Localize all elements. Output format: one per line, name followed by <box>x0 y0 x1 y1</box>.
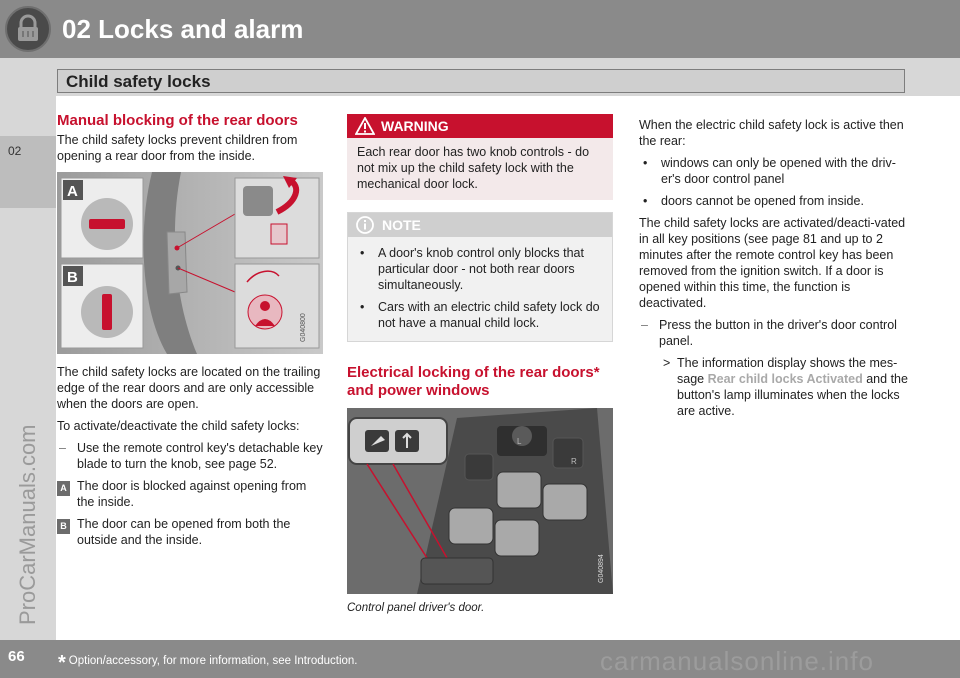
badge-b: B <box>57 519 70 534</box>
warning-triangle-icon <box>355 117 375 135</box>
footnote-text: Option/accessory, for more information, see Introduction. <box>68 655 358 667</box>
effect-item <box>639 193 909 209</box>
item-b <box>57 516 323 548</box>
note-item-text: A door's knob control only blocks that particular door - not both rear doors simultaneously. <box>378 246 584 292</box>
section-title: Child safety locks <box>66 72 211 91</box>
figure-caption: Control panel driver's door. <box>347 602 485 614</box>
active-intro: When the electric child safety lock is active then the rear: <box>639 118 904 148</box>
mirror-label-l: L <box>517 437 522 446</box>
effect-item <box>639 155 909 187</box>
bullet-dot: • <box>643 194 648 208</box>
note-item <box>356 299 604 331</box>
warning-header <box>347 114 613 138</box>
result-text-pre: The information display shows the mes-sage <box>677 356 898 386</box>
step-result <box>639 355 909 419</box>
sidebar-watermark-text: ProCarManuals.com <box>15 424 40 625</box>
note-header <box>348 213 612 237</box>
lock-icon <box>5 6 51 52</box>
note-title: NOTE <box>382 217 421 233</box>
sidebar-watermark <box>5 250 45 630</box>
display-message: Rear child locks Activated <box>707 372 863 386</box>
note-body <box>348 237 612 341</box>
effect-text: windows can only be opened with the driv-er's door control panel <box>661 156 896 186</box>
column-left <box>57 112 323 554</box>
footnote <box>58 652 358 675</box>
note-item-text: Cars with an electric child safety lock do not have a manual child lock. <box>378 300 600 330</box>
dash-marker: – <box>641 318 648 332</box>
effect-text: doors cannot be opened from inside. <box>661 194 864 208</box>
chapter-header <box>0 0 960 58</box>
chapter-title: 02 Locks and alarm <box>62 14 304 44</box>
item-a <box>57 478 323 510</box>
page-number: 66 <box>8 648 25 665</box>
procedure-intro: To activate/deactivate the child safety locks: <box>57 419 300 433</box>
result-text-post: and the button's lamp illuminates when the locks are active. <box>677 372 908 418</box>
item-a-text: The door is blocked against opening from the inside. <box>77 479 307 509</box>
chapter-tab-label: 02 <box>8 144 22 158</box>
door-control-panel-illustration <box>347 408 613 594</box>
intro-paragraph: The child safety locks prevent children from opening a rear door from the inside. <box>57 133 298 163</box>
activation-paragraph: The child safety locks are activated/deacti-vated in all key positions (see page 81 and up to 2 minutes after the remote control key has been removed from the ignition switch. If a door is opened within this time, the function is deactivated. <box>639 216 906 310</box>
child-lock-illustration <box>57 172 323 354</box>
badge-a: A <box>57 481 70 496</box>
footer-watermark: carmanualsonline.info <box>600 646 874 676</box>
mirror-label-r: R <box>571 457 577 466</box>
heading-manual-blocking: Manual blocking of the rear doors <box>57 112 298 129</box>
warning-text: Each rear door has two knob controls - do not mix up the child safety lock with the mechanical door lock. <box>357 145 590 191</box>
bullet-dot: • <box>360 300 365 314</box>
bullet-dot: • <box>360 246 365 260</box>
footnote-star: * <box>58 652 66 674</box>
figure-code: G040894 <box>598 554 605 583</box>
heading-electrical-locking: Electrical locking of the rear doors* and power windows <box>347 364 600 399</box>
info-icon <box>356 216 374 234</box>
step-text: Use the remote control key's detachable key blade to turn the knob, see page 52. <box>77 441 323 471</box>
step-text: Press the button in the driver's door control panel. <box>659 318 897 348</box>
figure-label-a: A <box>67 183 78 200</box>
page-footer <box>0 640 960 678</box>
figure-label-b: B <box>67 269 78 286</box>
step-press-button <box>639 317 909 349</box>
figure-code: G040800 <box>300 313 307 342</box>
warning-box <box>347 114 613 200</box>
note-item <box>356 245 604 293</box>
warning-title: WARNING <box>381 118 449 134</box>
location-paragraph: The child safety locks are located on the trailing edge of the rear doors and are only accessible when the doors are open. <box>57 365 321 411</box>
column-right <box>639 117 909 425</box>
item-b-text: The door can be opened from both the outside and the inside. <box>77 517 291 547</box>
step-turn-knob <box>57 440 323 472</box>
note-box <box>347 212 613 342</box>
result-marker: > <box>663 356 671 370</box>
section-title-box <box>57 69 905 93</box>
dash-marker: – <box>59 441 66 455</box>
column-middle <box>347 114 613 616</box>
bullet-dot: • <box>643 156 648 170</box>
chapter-icon-box <box>0 0 56 58</box>
